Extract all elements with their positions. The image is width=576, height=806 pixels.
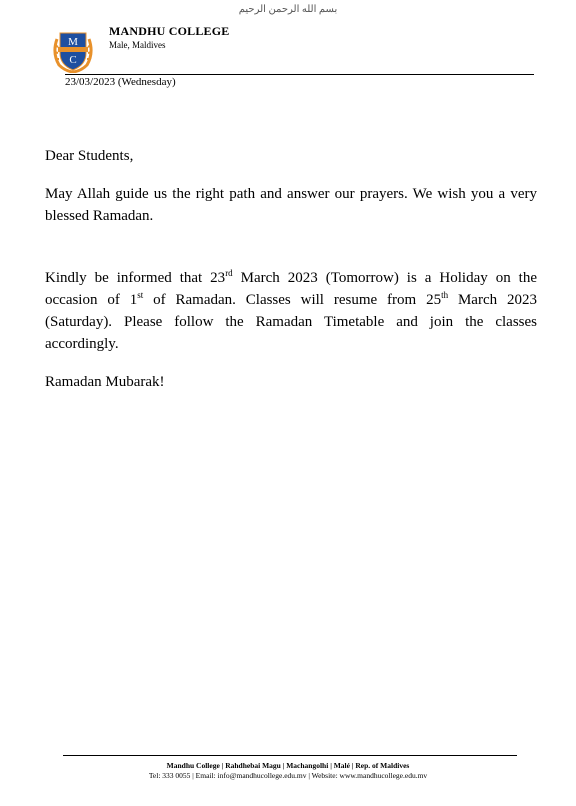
ordinal-st: st xyxy=(137,290,144,300)
footer-address: Mandhu College | Rahdhebai Magu | Machangolhi | Malé | Rep. of Maldives xyxy=(166,761,410,770)
bismillah-calligraphy: بسم الله الرحمن الرحيم xyxy=(238,4,338,15)
paragraph-holiday-notice xyxy=(45,267,537,355)
holiday-text-1: Kindly be informed that 23 xyxy=(45,270,226,286)
closing: Ramadan Mubarak! xyxy=(45,374,165,390)
svg-text:M: M xyxy=(68,36,78,48)
college-logo xyxy=(51,29,95,73)
paragraph-blessing: May Allah guide us the right path and answer our prayers. We wish you a very blessed Ramadan. xyxy=(45,186,537,224)
ordinal-th: th xyxy=(441,290,449,300)
ordinal-rd: rd xyxy=(225,268,233,278)
holiday-text-4: March 2023 (Saturday). Please follow the Ramadan Timetable and join the classes accordingly. xyxy=(45,292,537,352)
letter-date: 23/03/2023 (Wednesday) xyxy=(65,76,176,88)
footer-contact: Tel: 333 0055 | Email: info@mandhucollege.edu.mv | Website: www.mandhucollege.edu.mv xyxy=(148,771,428,780)
holiday-text-2: March 2023 (Tomorrow) is a Holiday on the occasion of 1 xyxy=(45,270,537,308)
letter-body xyxy=(45,145,537,393)
holiday-text-3: of Ramadan. Classes will resume from 25 xyxy=(143,292,442,308)
footer-divider xyxy=(63,755,517,756)
college-location: Male, Maldives xyxy=(109,40,166,50)
college-name: MANDHU COLLEGE xyxy=(109,24,230,38)
svg-text:C: C xyxy=(69,54,77,66)
header-divider xyxy=(65,74,534,75)
salutation: Dear Students, xyxy=(45,148,134,164)
